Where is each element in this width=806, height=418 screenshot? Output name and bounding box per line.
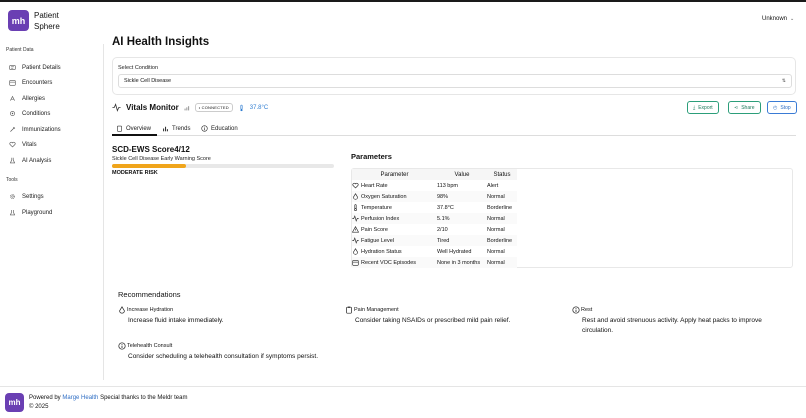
gear-icon [9, 193, 16, 200]
tab-label: Trends [172, 125, 191, 132]
parameter-name: Fatigue Level [361, 237, 395, 244]
recommendation-title: Rest [581, 307, 593, 313]
connection-badge: • CONNECTED [195, 103, 233, 112]
column-header: Status [487, 169, 517, 180]
sidebar-section-patient-data: Patient Data [6, 47, 34, 53]
parameter-value: 113 bpm [437, 182, 458, 189]
tab-label: Overview [126, 125, 152, 132]
info-icon [118, 342, 126, 350]
parameter-name: Pain Score [361, 226, 388, 233]
parameter-name: Temperature [361, 204, 392, 211]
tab-education[interactable] [201, 125, 238, 132]
parameter-value: Well Hydrated [437, 248, 472, 255]
parameter-cell [352, 180, 437, 191]
select-arrows-icon: ⇅ [781, 78, 786, 84]
export-label: Export [698, 104, 713, 111]
table-row [352, 235, 517, 246]
footer-copyright: © 2025 [29, 404, 49, 410]
sidebar-item-label: Immunizations [22, 126, 61, 133]
parameter-name: Perfusion Index [361, 215, 400, 222]
parameter-cell [352, 224, 437, 235]
score-value: 4/12 [174, 145, 190, 154]
recommendation-pain [345, 306, 510, 326]
sidebar-item-playground[interactable] [9, 209, 52, 216]
id-card-icon [9, 64, 16, 71]
parameter-value: 98% [437, 191, 487, 202]
parameter-status: Normal [487, 248, 505, 255]
condition-select[interactable] [118, 74, 792, 88]
conditions-icon [9, 110, 16, 117]
beaker-icon [9, 209, 16, 216]
pulse-icon [352, 237, 359, 244]
condition-label: Select Condition [118, 65, 159, 71]
sidebar-item-settings[interactable] [9, 193, 44, 200]
sidebar-item-label: Allergies [22, 95, 46, 102]
info-icon [201, 125, 208, 132]
active-tab-indicator [112, 134, 157, 136]
parameter-status: Borderline [487, 235, 517, 246]
recommendation-title: Telehealth Consult [127, 343, 173, 349]
droplet-icon [352, 193, 359, 200]
table-row [352, 224, 517, 235]
calendar-icon [9, 79, 16, 86]
score-bar-fill [112, 164, 186, 168]
allergy-icon [9, 95, 16, 102]
parameter-value: Tired [437, 235, 487, 246]
app-logo[interactable]: mh [8, 10, 29, 31]
parameter-value: None in 3 months [437, 257, 487, 268]
recommendation-title: Increase Hydration [127, 307, 174, 313]
window-top-border [0, 0, 806, 2]
sidebar-item-ai-analysis[interactable] [9, 157, 51, 164]
vitals-header [112, 103, 268, 112]
column-header: Value [437, 169, 487, 180]
footer-thanks: Special thanks to the Meldr team [100, 395, 188, 401]
condition-select-value: Sickle Cell Disease [124, 78, 172, 84]
parameter-cell [352, 213, 437, 224]
stop-button[interactable] [767, 101, 797, 114]
recommendation-rest [572, 306, 787, 336]
clipboard-icon [345, 306, 353, 314]
page-title: AI Health Insights [112, 36, 210, 48]
warning-icon [352, 226, 359, 233]
table-row [352, 180, 517, 191]
parameter-cell [352, 202, 437, 213]
heart-icon [352, 182, 359, 189]
syringe-icon [9, 126, 16, 133]
parameter-value: 37.8°C [437, 204, 454, 211]
table-row [352, 202, 517, 213]
sidebar-item-label: Playground [22, 209, 53, 216]
parameter-cell [352, 191, 437, 202]
recommendations-title: Recommendations [118, 290, 181, 299]
signal-icon [184, 105, 190, 111]
risk-label: MODERATE RISK [112, 170, 158, 176]
recommendation-body: Rest and avoid strenuous activity. Apply heat packs to improve circulation. [582, 317, 762, 334]
footer-link[interactable]: Marge Health [62, 395, 99, 401]
footer-text [29, 394, 187, 412]
footer-logo: mh [5, 393, 24, 412]
tab-label: Education [211, 125, 238, 132]
calendar-icon [352, 259, 359, 266]
vitals-title: Vitals Monitor [126, 103, 179, 112]
table-row [352, 257, 517, 268]
parameter-name: Oxygen Saturation [361, 193, 407, 200]
bar-chart-icon [162, 125, 169, 132]
tab-overview[interactable] [116, 125, 151, 132]
stop-icon: ◴ [773, 104, 778, 111]
sidebar-item-vitals[interactable] [9, 141, 37, 148]
pulse-icon [352, 215, 359, 222]
info-icon [572, 306, 580, 314]
sidebar-item-label: Settings [22, 193, 44, 200]
sidebar-item-label: Patient Details [22, 64, 61, 71]
sidebar-item-label: AI Analysis [22, 157, 52, 164]
stop-label: Stop [780, 104, 791, 111]
app-name [34, 10, 60, 32]
download-icon: ⤓ [693, 104, 696, 111]
parameter-name: Recent VOC Episodes [361, 259, 417, 266]
parameters-title: Parameters [351, 152, 392, 161]
table-row [352, 246, 517, 257]
vitals-temperature: 37.8°C [249, 104, 269, 111]
user-name: Unknown [762, 16, 788, 22]
chevron-down-icon: ⌄ [790, 16, 795, 22]
clipboard-icon [116, 125, 123, 132]
heart-icon [9, 141, 16, 148]
sidebar-section-tools: Tools [6, 177, 18, 183]
thermometer-icon [352, 204, 359, 211]
activity-icon [112, 103, 121, 112]
table-header-row [352, 169, 517, 180]
sidebar-item-patient-details[interactable] [9, 64, 61, 71]
parameter-status: Normal [487, 257, 517, 268]
score-label: SCD-EWS Score [112, 145, 175, 154]
footer-divider [0, 386, 806, 387]
share-label: Share [741, 104, 755, 111]
recommendation-hydration [118, 306, 224, 326]
recommendation-title: Pain Management [354, 307, 399, 313]
thermometer-icon [238, 104, 245, 112]
sidebar-item-label: Vitals [22, 141, 37, 148]
droplet-icon [118, 306, 126, 314]
parameter-cell [352, 246, 437, 257]
table-row [352, 191, 517, 202]
export-button[interactable] [687, 101, 719, 114]
parameter-status: Normal [487, 213, 517, 224]
app-name-line1: Patient [34, 11, 59, 20]
parameter-status: Alert [487, 182, 499, 189]
score-bar [112, 164, 334, 168]
app-name-line2: Sphere [34, 22, 60, 31]
parameter-name: Heart Rate [361, 182, 388, 189]
share-icon: ⋖ [734, 104, 739, 111]
score-title [112, 145, 190, 154]
score-subtitle: Sickle Cell Disease Early Warning Score [112, 156, 211, 162]
sidebar-item-allergies[interactable] [9, 95, 45, 102]
sidebar-item-label: Conditions [22, 110, 51, 117]
parameter-name: Hydration Status [361, 248, 402, 255]
user-menu[interactable] [762, 16, 794, 22]
parameter-cell [352, 257, 437, 268]
tab-trends[interactable] [162, 125, 190, 132]
parameter-status: Borderline [487, 204, 513, 211]
recommendation-body: Increase fluid intake immediately. [128, 317, 224, 324]
share-button[interactable] [728, 101, 761, 114]
sidebar-item-encounters[interactable] [9, 79, 52, 86]
parameter-status: Normal [487, 191, 517, 202]
sidebar-item-conditions[interactable] [9, 110, 50, 117]
droplet-icon [352, 248, 359, 255]
parameters-table [352, 169, 517, 268]
footer-powered: Powered by [29, 395, 61, 401]
parameter-value: 5.1% [437, 213, 487, 224]
sidebar-item-immunizations[interactable] [9, 126, 61, 133]
flask-icon [9, 157, 16, 164]
recommendation-body: Consider taking NSAIDs or prescribed mild pain relief. [355, 317, 511, 324]
parameter-status: Normal [487, 226, 505, 233]
table-row [352, 213, 517, 224]
column-header: Parameter [352, 169, 437, 180]
parameter-cell [352, 235, 437, 246]
recommendation-telehealth [118, 342, 328, 362]
parameter-value: 2/10 [437, 226, 448, 233]
sidebar-item-label: Encounters [22, 79, 53, 86]
recommendation-body: Consider scheduling a telehealth consultation if symptoms persist. [128, 353, 319, 360]
